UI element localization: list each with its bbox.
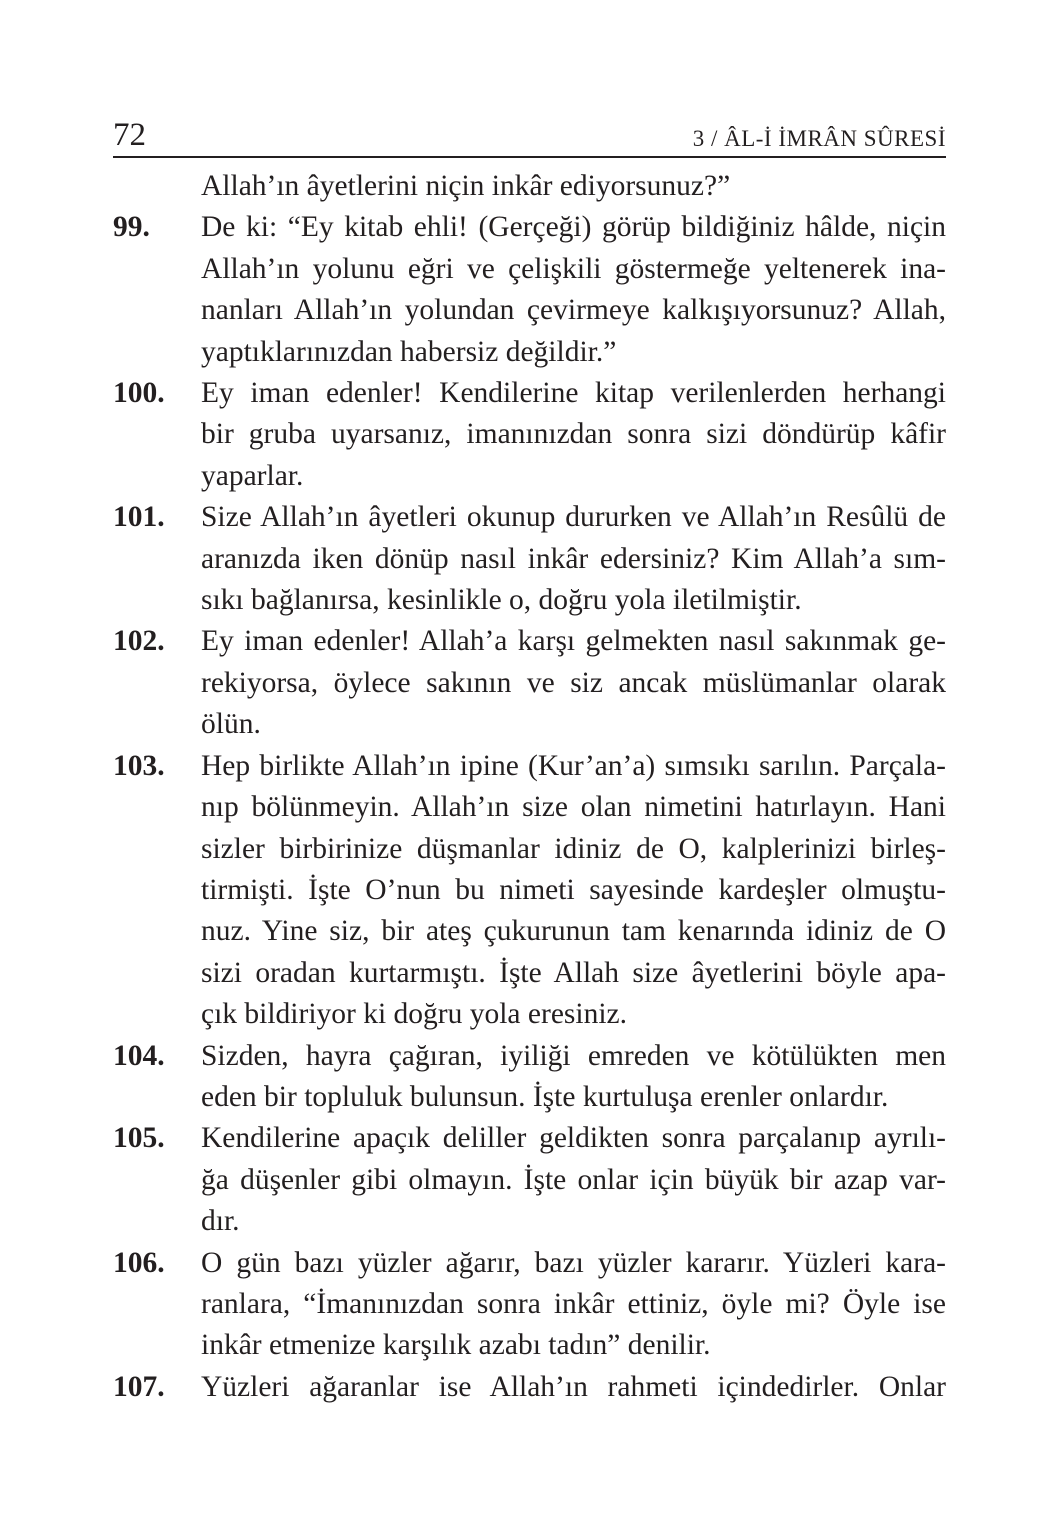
verse-line: Size Allah’ın âyetleri okunup dururken ve Allah’ın Resûlü de: [201, 501, 946, 534]
book-page: [113, 110, 946, 1408]
verse-103: [113, 746, 946, 1036]
verse-line: yaparlar.: [201, 459, 304, 492]
verse-100: [113, 373, 946, 497]
verse-line: ölün.: [201, 708, 261, 741]
verse-number: 107.: [113, 1370, 165, 1403]
verse-text: [201, 1243, 946, 1367]
verse-105: [113, 1118, 946, 1242]
verse-line: Hep birlikte Allah’ın ipine (Kur’an’a) sımsıkı sarılın. Parçala-: [201, 749, 946, 782]
verse-line: inkâr etmenize karşılık azabı tadın” denilir.: [201, 1329, 711, 1362]
verse-number: 106.: [113, 1246, 165, 1279]
verse-line: Ey iman edenler! Kendilerine kitap verilenlerden herhangi: [201, 377, 946, 410]
verse-line: sizi oradan kurtarmıştı. İşte Allah size âyetlerini böyle apa-: [201, 956, 946, 989]
running-title: 3 / ÂL-İ İMRÂN SÛRESİ: [692, 126, 946, 151]
verse-line: çık bildiriyor ki doğru yola eresiniz.: [201, 998, 628, 1031]
verse-number: 100.: [113, 377, 165, 410]
verse-line: bir gruba uyarsanız, imanınızdan sonra sizi döndürüp kâfir: [201, 418, 946, 451]
verse-line: Yüzleri ağaranlar ise Allah’ın rahmeti içindedirler. Onlar: [201, 1370, 946, 1403]
verse-text: [201, 1036, 946, 1119]
verse-line: tirmişti. İşte O’nun bu nimeti sayesinde kardeşler olmuştu-: [201, 873, 946, 906]
verse-99: [113, 207, 946, 373]
verse-number: 104.: [113, 1039, 165, 1072]
verse-text: [201, 746, 946, 1036]
verse-107: [113, 1367, 946, 1408]
verse-line: nanları Allah’ın yolundan çevirmeye kalkışıyorsunuz? Allah,: [201, 294, 946, 327]
verse-line: Sizden, hayra çağıran, iyiliği emreden ve kötülükten men: [201, 1039, 946, 1072]
verse-text: [201, 497, 946, 621]
page-header: [113, 110, 946, 158]
verse-line: De ki: “Ey kitab ehli! (Gerçeği) görüp bildiğiniz hâlde, niçin: [201, 211, 946, 244]
verse-line: ğa düşenler gibi olmayın. İşte onlar için büyük bir azap var-: [201, 1163, 946, 1196]
verse-line: Allah’ın âyetlerini niçin inkâr ediyorsunuz?”: [201, 170, 731, 202]
page-number: 72: [113, 117, 146, 153]
verse-line: yaptıklarınızdan habersiz değildir.”: [201, 335, 617, 368]
verse-text: [201, 621, 946, 745]
verse-line: ranlara, “İmanınızdan sonra inkâr ettiniz, öyle mi? Öyle ise: [201, 1287, 946, 1320]
verse-line: eden bir topluluk bulunsun. İşte kurtuluşa erenler onlardır.: [201, 1080, 889, 1113]
verse-text: [201, 373, 946, 497]
verse-line: rekiyorsa, öylece sakının ve siz ancak müslümanlar olarak: [201, 666, 946, 699]
verse-text: [201, 207, 946, 373]
verse-continuation: [113, 166, 946, 207]
verse-number: 101.: [113, 501, 165, 534]
verse-number: 105.: [113, 1122, 165, 1155]
verse-line: Allah’ın yolunu eğri ve çelişkili göstermeğe yeltenerek ina-: [201, 252, 946, 285]
verse-line: nuz. Yine siz, bir ateş çukurunun tam kenarında idiniz de O: [201, 915, 946, 948]
verse-line: Kendilerine apaçık deliller geldikten sonra parçalanıp ayrılı-: [201, 1122, 946, 1155]
verse-line: dır.: [201, 1205, 240, 1238]
verse-line: O gün bazı yüzler ağarır, bazı yüzler kararır. Yüzleri kara-: [201, 1246, 946, 1279]
verse-101: [113, 497, 946, 621]
verse-line: Ey iman edenler! Allah’a karşı gelmekten nasıl sakınmak ge-: [201, 625, 946, 658]
verse-line: aranızda iken dönüp nasıl inkâr edersiniz? Kim Allah’a sım-: [201, 542, 946, 575]
verse-104: [113, 1036, 946, 1119]
page-body: [113, 166, 946, 1408]
verse-text: [201, 1367, 946, 1408]
verse-line: nıp bölünmeyin. Allah’ın size olan nimetini hatırlayın. Hani: [201, 791, 946, 824]
verse-number: 103.: [113, 749, 165, 782]
verse-line: sizler birbirinize düşmanlar idiniz de O, kalplerinizi birleş-: [201, 832, 946, 865]
verse-line: sıkı bağlanırsa, kesinlikle o, doğru yola iletilmiştir.: [201, 584, 802, 617]
verse-number: 102.: [113, 625, 165, 658]
verse-102: [113, 621, 946, 745]
verse-text: [201, 166, 946, 207]
verse-text: [201, 1118, 946, 1242]
verse-106: [113, 1243, 946, 1367]
verse-number: 99.: [113, 211, 150, 244]
